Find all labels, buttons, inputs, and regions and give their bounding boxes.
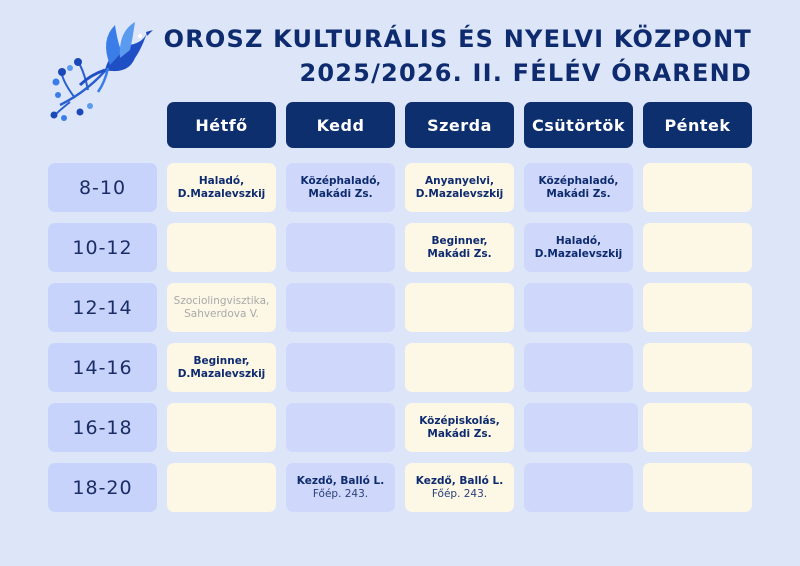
course-name: Kezdő, Balló L.: [296, 474, 385, 487]
schedule-cell: [643, 223, 752, 272]
course-name: Szociolingvisztika,: [173, 294, 270, 307]
schedule-cell: [167, 403, 276, 452]
course-name: Beginner,: [193, 354, 250, 367]
course-name: Kezdő, Balló L.: [415, 474, 504, 487]
bird-logo-icon: [50, 20, 155, 125]
schedule-cell: [524, 163, 633, 212]
course-name: Középhaladó,: [538, 174, 619, 187]
day-header-2: Szerda: [405, 102, 514, 148]
time-slot-5: 18-20: [48, 463, 157, 512]
schedule-cell: [405, 403, 514, 452]
schedule-cell: [524, 403, 638, 452]
day-header-1: Kedd: [286, 102, 395, 148]
time-slot-4: 16-18: [48, 403, 157, 452]
time-slot-2: 12-14: [48, 283, 157, 332]
schedule-cell: [167, 223, 276, 272]
time-slot-1: 10-12: [48, 223, 157, 272]
course-detail: Makádi Zs.: [427, 427, 492, 440]
course-detail: D.Mazalevszkij: [415, 187, 504, 200]
course-name: Középiskolás,: [419, 414, 500, 427]
course-detail: Makádi Zs.: [546, 187, 611, 200]
course-detail: Főép. 243.: [431, 487, 488, 500]
schedule-cell: [405, 463, 514, 512]
course-name: Beginner,: [431, 234, 488, 247]
schedule-cell: [286, 163, 395, 212]
schedule-cell: [643, 343, 752, 392]
title-line-1: OROSZ KULTURÁLIS ÉS NYELVI KÖZPONT: [163, 25, 752, 53]
day-header-3: Csütörtök: [524, 102, 633, 148]
day-header-0: Hétfő: [167, 102, 276, 148]
schedule-cell: [643, 283, 752, 332]
schedule-cell: [167, 163, 276, 212]
schedule-cell: [643, 403, 752, 452]
title-line-2: 2025/2026. II. FÉLÉV ÓRAREND: [299, 59, 752, 87]
day-header-4: Péntek: [643, 102, 752, 148]
schedule-cell: [405, 283, 514, 332]
schedule-cell: [286, 403, 395, 452]
schedule-cell: [405, 163, 514, 212]
schedule-cell: [405, 343, 514, 392]
course-detail: D.Mazalevszkij: [534, 247, 623, 260]
schedule-cell: [167, 343, 276, 392]
schedule-cell: [524, 463, 633, 512]
page-title: [164, 22, 752, 90]
schedule-cell: [524, 283, 633, 332]
schedule-cell: [286, 283, 395, 332]
course-detail: Makádi Zs.: [308, 187, 373, 200]
schedule-cell: [167, 283, 276, 332]
course-name: Haladó,: [555, 234, 602, 247]
course-name: Haladó,: [198, 174, 245, 187]
time-slot-3: 14-16: [48, 343, 157, 392]
schedule-cell: [524, 223, 633, 272]
schedule-cell: [643, 163, 752, 212]
schedule-cell: [286, 463, 395, 512]
course-name: Középhaladó,: [300, 174, 381, 187]
schedule-cell: [167, 463, 276, 512]
course-detail: Makádi Zs.: [427, 247, 492, 260]
course-detail: Főép. 243.: [312, 487, 369, 500]
schedule-cell: [286, 223, 395, 272]
schedule-cell: [405, 223, 514, 272]
schedule-cell: [643, 463, 752, 512]
schedule-cell: [286, 343, 395, 392]
course-name: Anyanyelvi,: [424, 174, 494, 187]
course-detail: D.Mazalevszkij: [177, 187, 266, 200]
course-detail: D.Mazalevszkij: [177, 367, 266, 380]
schedule-cell: [524, 343, 633, 392]
time-slot-0: 8-10: [48, 163, 157, 212]
course-detail: Sahverdova V.: [184, 307, 259, 320]
